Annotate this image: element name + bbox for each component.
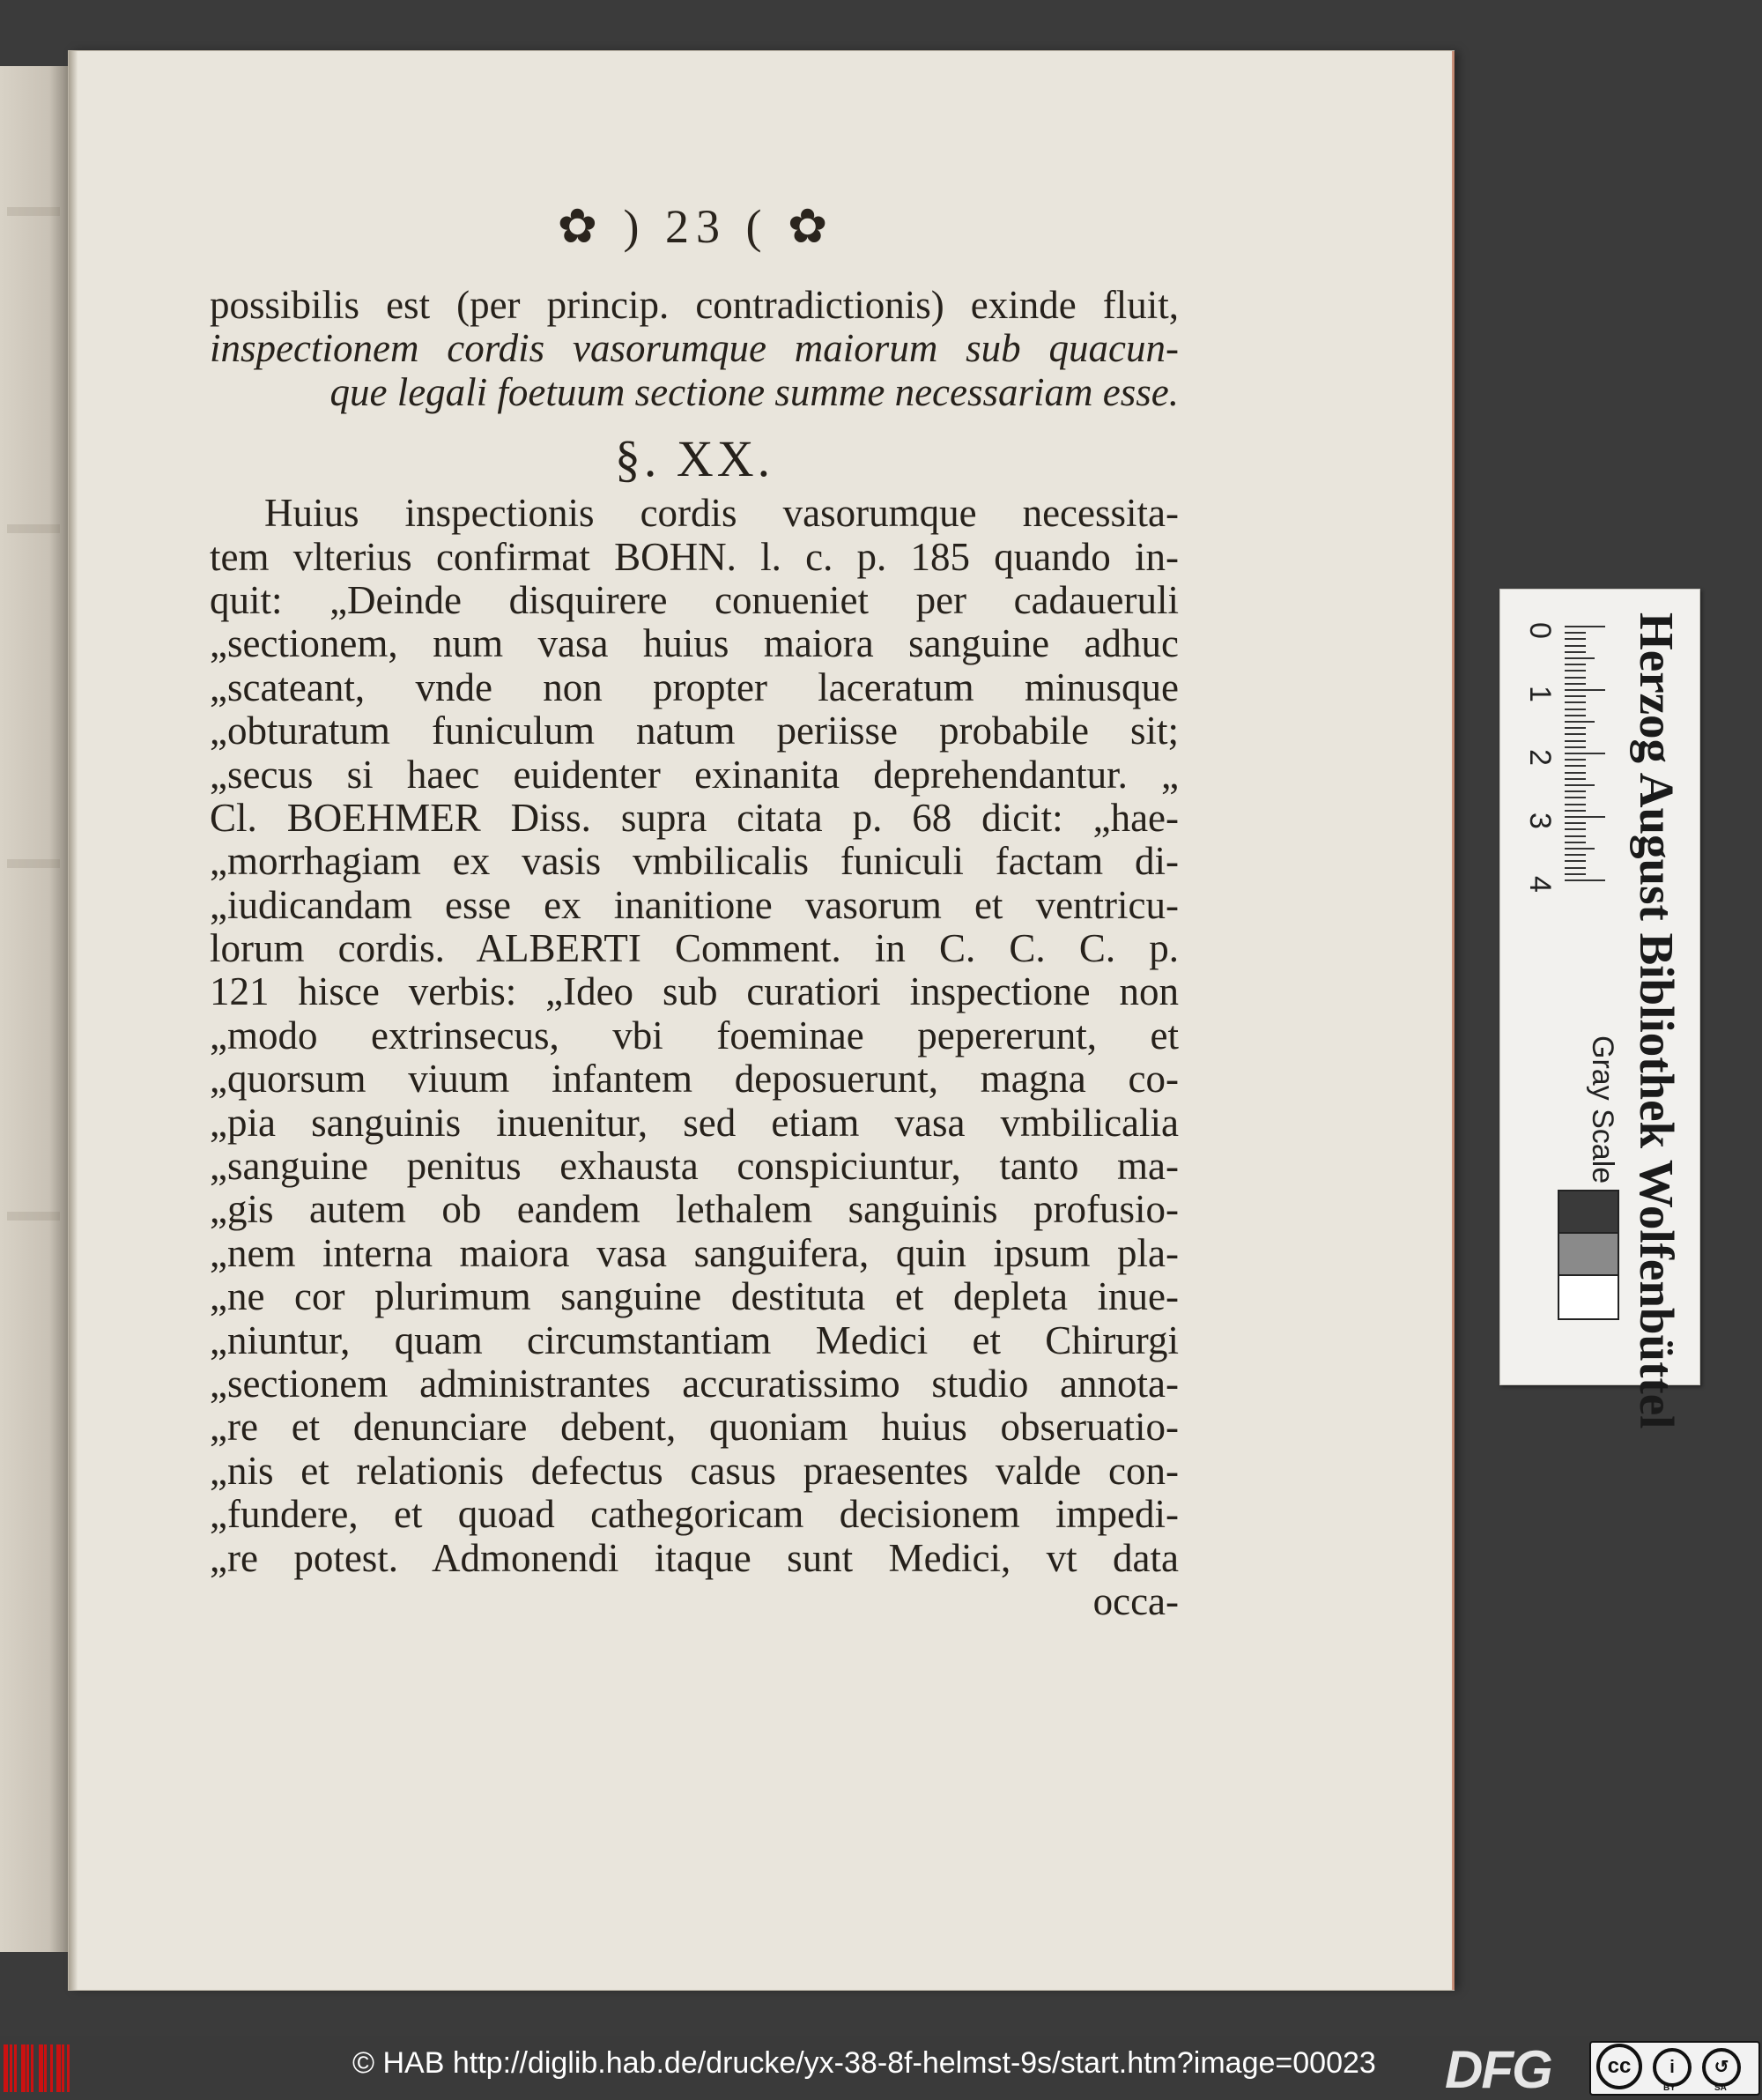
barcode-bar [21,2044,26,2092]
text-line: Cl. BOEHMER Diss. supra citata p. 68 dicit: „hae- [210,796,1179,840]
text-line: „nis et relationis defectus casus praesentes valde con- [210,1449,1179,1493]
text-line: „re potest. Admonendi itaque sunt Medici, vt data [210,1536,1179,1580]
ruler-tick [1565,727,1586,729]
text-line: „modo extrinsecus, vbi foeminae pepererunt, et [210,1013,1179,1057]
text-line: Huius inspectionis cordis vasorumque necessita- [264,492,1179,536]
ruler-tick [1565,835,1586,837]
page-gutter-shadow [69,51,78,1990]
ruler-number: 2 [1522,749,1557,766]
text-line: inspectionem cordis vasorumque maiorum sub quacun- [210,327,1179,371]
ruler-tick [1565,670,1586,672]
ruler-number: 1 [1522,686,1557,702]
share-alike-icon: ↺ [1702,2048,1741,2087]
bleed-through-mark [7,859,60,868]
page-header: ✿ ) 23 ( ✿ [557,200,835,253]
ruler-tick [1565,651,1586,653]
ruler-tick [1565,645,1586,647]
hab-barcode-icon [4,2044,74,2092]
cc-license-badge[interactable] [1589,2041,1760,2096]
text-line: possibilis est (per princip. contradictionis) exinde fluit, [210,284,1179,327]
ruler-tick [1565,765,1586,767]
ruler-tick [1565,721,1595,723]
ruler-tick [1565,683,1586,685]
ruler-number: 0 [1522,622,1557,639]
text-line: „sectionem administrantes accuratissimo studio annota- [210,1362,1179,1406]
barcode-bar [14,2044,17,2092]
gray-swatch [1558,1190,1619,1236]
barcode-bar [56,2044,61,2092]
text-line: „secus si haec euidenter exinanita deprehendantur. „ [210,753,1179,797]
ruler-tick [1565,867,1586,869]
text-line: „ne cor plurimum sanguine destituta et depleta inue- [210,1275,1179,1319]
ruler-tick [1565,733,1586,735]
ruler-tick [1565,701,1586,703]
ruler-tick [1565,657,1595,659]
barcode-bar [67,2044,70,2092]
text-line: „iudicandam esse ex inanitione vasorum et ventricu- [210,883,1179,927]
text-line: „gis autem ob eandem lethalem sanguinis profusio- [210,1188,1179,1232]
barcode-bar [62,2044,64,2092]
ruler-tick [1565,797,1586,798]
text-line: „obturatum funiculum natum periisse probabile sit; [210,709,1179,753]
text-line: „niuntur, quam circumstantiam Medici et Chirurgi [210,1318,1179,1362]
text-line: „morrhagiam ex vasis vmbilicalis funiculi factam di- [210,840,1179,884]
attribution-icon: i [1653,2048,1692,2087]
barcode-bar [31,2044,33,2092]
ruler-tick [1565,816,1605,818]
ruler-tick [1565,784,1595,786]
page-red-edge [1452,51,1455,1990]
ruler-tick [1565,709,1586,710]
ruler-tick [1565,677,1586,679]
ruler-tick [1565,759,1586,761]
text-line: „scateant, vnde non propter laceratum minusque [210,665,1179,709]
dfg-logo[interactable]: DFG [1445,2040,1551,2099]
text-line: „sectionem, num vasa huius maiora sanguine adhuc [210,622,1179,666]
ruler-title: Herzog August Bibliothek Wolfenbüttel [1630,612,1684,1429]
ruler-tick [1565,860,1586,862]
ruler-tick [1565,854,1586,856]
gray-swatch [1558,1232,1619,1278]
cc-icon: cc [1596,2044,1642,2089]
ruler-tick [1565,740,1586,742]
bleed-through-mark [7,524,60,533]
text-line: „quorsum viuum infantem deposuerunt, magna co- [210,1057,1179,1102]
previous-page-edge [0,66,70,1952]
spacer [210,414,1179,427]
ruler-tick [1565,828,1586,830]
ruler-tick [1565,746,1586,748]
text-line: 121 hisce verbis: „Ideo sub curatiori inspectione non [210,970,1179,1014]
ruler-tick [1565,695,1586,697]
copyright-url[interactable]: © HAB http://diglib.hab.de/drucke/yx-38-8f-helmst-9s/start.htm?image=00023 [352,2046,1376,2080]
ruler-tick [1565,822,1586,824]
body-text [210,284,1179,1623]
barcode-bar [4,2044,8,2092]
ruler-number: 3 [1522,813,1557,829]
ruler-tick [1565,778,1586,780]
by-label: BY [1663,2083,1676,2093]
text-line: „sanguine penitus exhausta conspiciuntur, tanto ma- [210,1145,1179,1189]
barcode-bar [50,2044,53,2092]
barcode-bar [44,2044,47,2092]
text-line: „fundere, et quoad cathegoricam decisionem impedi- [210,1493,1179,1537]
ruler-tick [1565,664,1586,665]
ruler-tick [1565,772,1586,774]
gray-scale-label: Gray Scale [1586,1035,1619,1184]
bleed-through-mark [7,1212,60,1221]
text-line: „pia sanguinis inuenitur, sed etiam vasa vmbilicalia [210,1101,1179,1145]
ruler-tick [1565,873,1586,875]
text-line: tem vlterius confirmat BOHN. l. c. p. 185 quando in- [210,535,1179,579]
ruler-tick [1565,842,1586,843]
section-heading: §. XX. [614,430,774,488]
ruler-tick [1565,632,1586,634]
barcode-bar [26,2044,29,2092]
ruler-tick [1565,810,1586,812]
text-line: lorum cordis. ALBERTI Comment. in C. C. C. p. [210,927,1179,971]
text-line: que legali foetuum sectione summe necessariam esse. [329,370,1179,414]
ruler-number: 4 [1522,876,1557,893]
text-line: „re et denunciare debent, quoniam huius obseruatio- [210,1406,1179,1450]
ruler-tick [1565,790,1586,792]
bleed-through-mark [7,207,60,216]
ruler-tick [1565,753,1605,754]
ruler-tick [1565,626,1605,627]
ruler-tick [1565,879,1605,881]
gray-swatch [1558,1274,1619,1320]
ruler-tick [1565,689,1605,691]
text-line: „nem interna maiora vasa sanguifera, quin ipsum pla- [210,1231,1179,1275]
ruler-tick [1565,715,1586,716]
ruler-tick [1565,804,1586,805]
ruler-tick [1565,848,1595,850]
sa-label: SA [1714,2083,1727,2093]
ruler-tick [1565,638,1586,640]
barcode-bar [39,2044,43,2092]
text-line: quit: „Deinde disquirere conueniet per cadaueruli [210,578,1179,622]
catchword: occa- [1092,1579,1179,1623]
barcode-bar [10,2044,12,2092]
